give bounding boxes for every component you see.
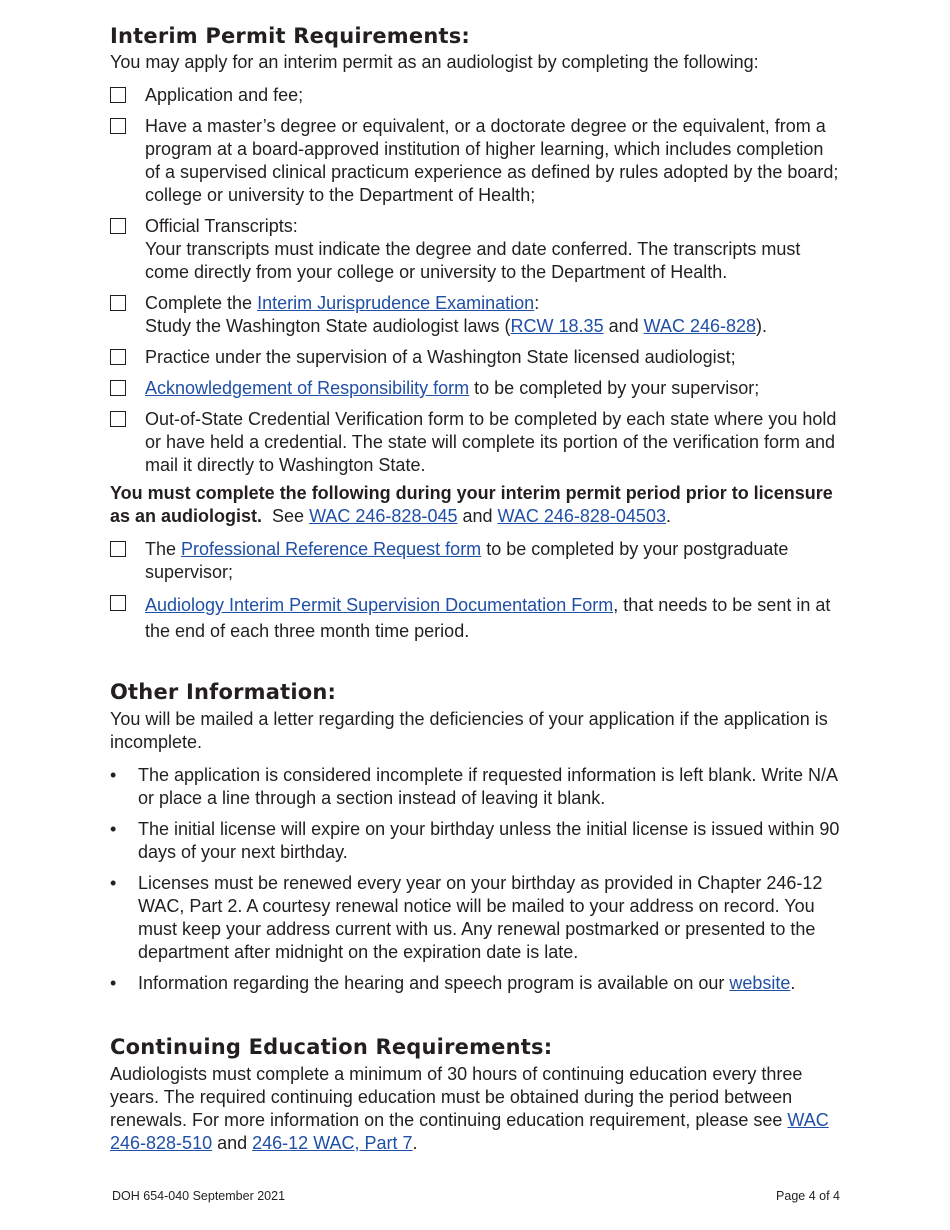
text-fragment: ). — [756, 316, 768, 336]
bullet: • — [110, 873, 117, 893]
text-fragment: to be completed by your supervisor; — [469, 378, 760, 398]
checkbox[interactable] — [110, 295, 126, 311]
checklist-text — [145, 292, 840, 338]
checklist-text — [145, 538, 840, 584]
checklist-text: Practice under the supervision of a Washington State licensed audiologist; — [145, 347, 736, 367]
text-fragment: The — [145, 539, 182, 559]
text-fragment: Study the Washington State audiologist laws ( — [145, 316, 511, 336]
rcw-18-35-link[interactable]: RCW 18.35 — [510, 316, 604, 336]
bullet-text: The application is considered incomplete if requested information is left blank. Write N/A or place a line through a section instead of leaving it blank. — [138, 765, 838, 808]
checklist-item — [110, 292, 840, 338]
text-fragment: Audiologists must complete a minimum of 30 hours of continuing education every three years. The required continuing education must be obtained during the period between renewals. For more information on the continuing education requirement, please see — [110, 1064, 803, 1130]
checklist-item — [110, 592, 840, 644]
interim-period-paragraph — [110, 482, 840, 528]
document-page — [110, 22, 840, 1155]
transcripts-title: Official Transcripts: — [145, 216, 298, 236]
checkbox[interactable] — [110, 541, 126, 557]
text-fragment: and — [212, 1133, 253, 1153]
list-item — [110, 818, 840, 864]
text-fragment: and — [603, 316, 644, 336]
footer-page-number: Page 4 of 4 — [776, 1189, 840, 1203]
other-intro: You will be mailed a letter regarding the deficiencies of your application if the application is incomplete. — [110, 709, 828, 752]
other-heading: Other Information: — [110, 680, 337, 704]
website-link[interactable]: website — [729, 973, 791, 993]
jurisprudence-exam-link[interactable]: Interim Jurisprudence Examination — [257, 293, 535, 313]
footer-form-number: DOH 654-040 September 2021 — [112, 1189, 286, 1203]
bullet: • — [110, 765, 117, 785]
text-fragment: , that needs to be sent in at the end of each three month time period. — [145, 595, 831, 641]
supervision-documentation-form-link[interactable]: Audiology Interim Permit Supervision Documentation Form — [145, 595, 614, 615]
list-item — [110, 764, 840, 810]
wac-246-828-045-link[interactable]: WAC 246-828-045 — [309, 506, 458, 526]
list-item — [110, 872, 840, 964]
transcripts-body: Your transcripts must indicate the degree and date conferred. The transcripts must come directly from your college or university to the Department of Health. — [145, 239, 801, 282]
checklist-item — [110, 115, 840, 207]
professional-reference-form-link[interactable]: Professional Reference Request form — [181, 539, 482, 559]
text-fragment: Information regarding the hearing and speech program is available on our — [138, 973, 730, 993]
text-fragment: to be completed by your postgraduate supervisor; — [145, 539, 789, 582]
text-fragment: : — [534, 293, 540, 313]
checklist-text — [145, 377, 840, 400]
text-fragment: and — [457, 506, 498, 526]
text-fragment: See — [262, 506, 310, 526]
text-fragment: . — [790, 973, 796, 993]
ce-heading: Continuing Education Requirements: — [110, 1035, 553, 1059]
checkbox[interactable] — [110, 380, 126, 396]
checkbox[interactable] — [110, 118, 126, 134]
interim-heading: Interim Permit Requirements: — [110, 24, 471, 48]
wac-246-828-04503-link[interactable]: WAC 246-828-04503 — [497, 506, 666, 526]
text-fragment: . — [412, 1133, 418, 1153]
checklist-item — [110, 538, 840, 584]
checklist-item — [110, 346, 840, 369]
bullet-text: The initial license will expire on your birthday unless the initial license is issued within 90 days of your next birthday. — [138, 819, 840, 862]
list-item — [110, 972, 840, 995]
wac-246-828-510-link[interactable]: WAC 246-828-510 — [110, 1110, 829, 1153]
checklist-text — [145, 215, 840, 284]
checkbox[interactable] — [110, 349, 126, 365]
wac-246-12-part7-link[interactable]: 246-12 WAC, Part 7 — [252, 1133, 413, 1153]
acknowledgement-form-link[interactable]: Acknowledgement of Responsibility form — [145, 378, 470, 398]
checklist-text: Out-of-State Credential Verification form to be completed by each state where you hold or have held a credential. The state will complete its portion of the verification form and mail it directly to Washington State. — [145, 409, 837, 475]
checkbox[interactable] — [110, 595, 126, 611]
checklist-text: Have a master’s degree or equivalent, or a doctorate degree or the equivalent, from a program at a board-approved institution of higher learning, which includes completion of a supervised clinical practicum experience as defined by rules adopted by the board; college or university to the Department of Health; — [145, 116, 839, 205]
checklist-item — [110, 408, 840, 477]
checkbox[interactable] — [110, 87, 126, 103]
text-fragment: Complete the — [145, 293, 258, 313]
checklist-text: Application and fee; — [145, 85, 304, 105]
interim-period-bold: You must complete the following during your interim permit period prior to licensure as an audiologist. — [110, 483, 833, 526]
bullet-text: Licenses must be renewed every year on your birthday as provided in Chapter 246-12 WAC, Part 2. A courtesy renewal notice will be mailed to your address on record. You must keep your address current with us. Any renewal postmarked or presented to the department after midnight on the expiration date is late. — [138, 873, 823, 962]
checkbox[interactable] — [110, 411, 126, 427]
checkbox[interactable] — [110, 218, 126, 234]
bullet: • — [110, 819, 117, 839]
checklist-item — [110, 215, 840, 284]
interim-intro: You may apply for an interim permit as an audiologist by completing the following: — [110, 52, 759, 72]
bullet: • — [110, 973, 117, 993]
bullet-text — [138, 972, 840, 995]
text-fragment: . — [665, 506, 671, 526]
wac-246-828-link[interactable]: WAC 246-828 — [643, 316, 757, 336]
checklist-item — [110, 84, 840, 107]
checklist-item — [110, 377, 840, 400]
checklist-text — [145, 592, 840, 644]
ce-body — [110, 1063, 840, 1155]
